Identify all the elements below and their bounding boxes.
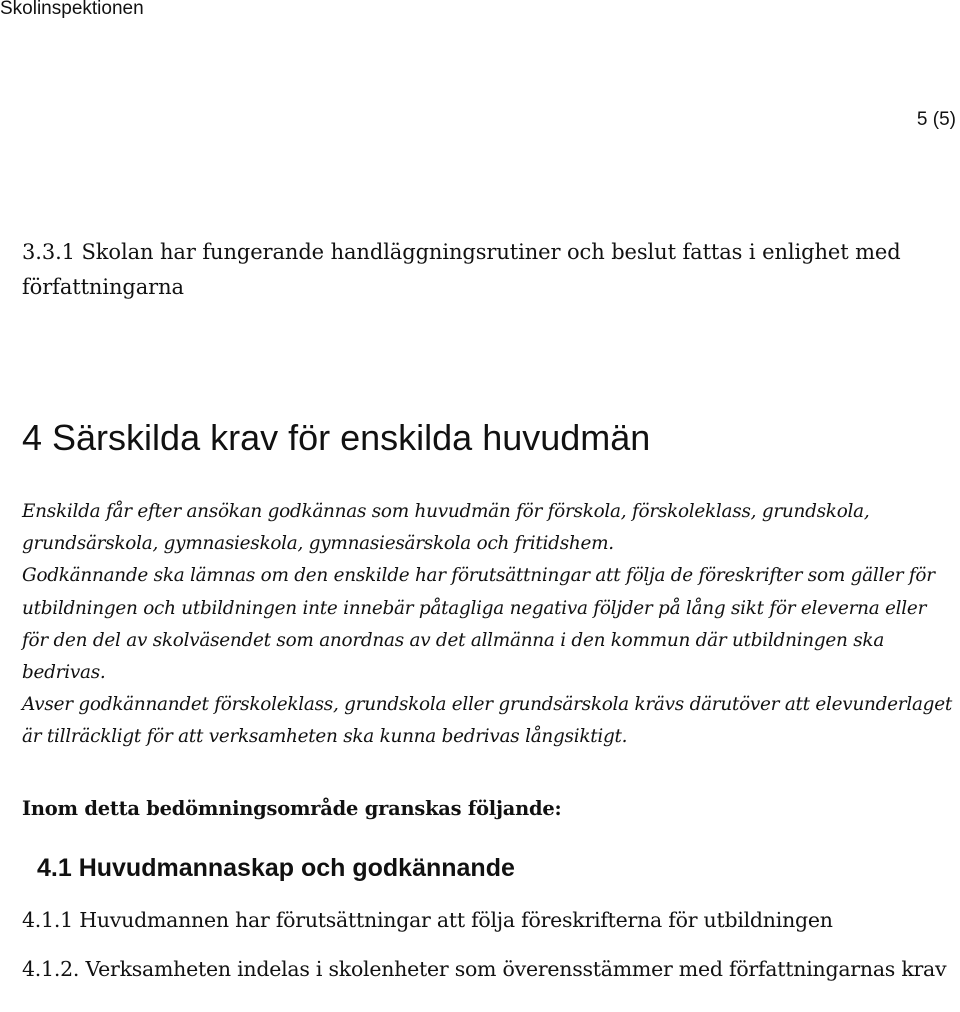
item-text: Verksamheten indelas i skolenheter som överensstämmer med författningarnas krav	[85, 957, 947, 981]
item-number: 4.1.2.	[22, 957, 80, 981]
organization-name: Skolinspektionen	[0, 0, 144, 19]
section-4-1-heading: 4.1 Huvudmannaskap och godkännande	[37, 854, 515, 882]
list-item	[22, 952, 947, 986]
section-4-intro	[22, 496, 957, 754]
item-number: 4.1.1	[22, 908, 73, 932]
item-text: Huvudmannen har förutsättningar att följa föreskrifterna för utbildningen	[79, 908, 833, 932]
section-3-3-1-heading: 3.3.1 Skolan har fungerande handläggningsrutiner och beslut fattas i enlighet med författningarna	[22, 240, 901, 299]
page-number: 5 (5)	[916, 109, 956, 130]
review-intro: Inom detta bedömningsområde granskas följande:	[22, 797, 562, 820]
list-item	[22, 903, 833, 937]
intro-paragraph: Enskilda får efter ansökan godkännas som huvudmän för förskola, förskoleklass, grundskola, grundsärskola, gymnasieskola, gymnasiesärskola och fritidshem.	[22, 501, 870, 555]
section-4-heading: 4 Särskilda krav för enskilda huvudmän	[22, 417, 651, 458]
intro-paragraph: Godkännande ska lämnas om den enskilde har förutsättningar att följa de föreskrifter som gäller för utbildningen och utbildningen inte innebär påtagliga negativa följder på lång sikt för eleverna eller för den del av skolväsendet som anordnas av det allmänna i den kommun där utbildningen ska bedrivas.	[22, 565, 935, 684]
intro-paragraph: Avser godkännandet förskoleklass, grundskola eller grundsärskola krävs därutöver att elevunderlaget är tillräckligt för att verksamheten ska kunna bedrivas långsiktigt.	[22, 694, 952, 748]
